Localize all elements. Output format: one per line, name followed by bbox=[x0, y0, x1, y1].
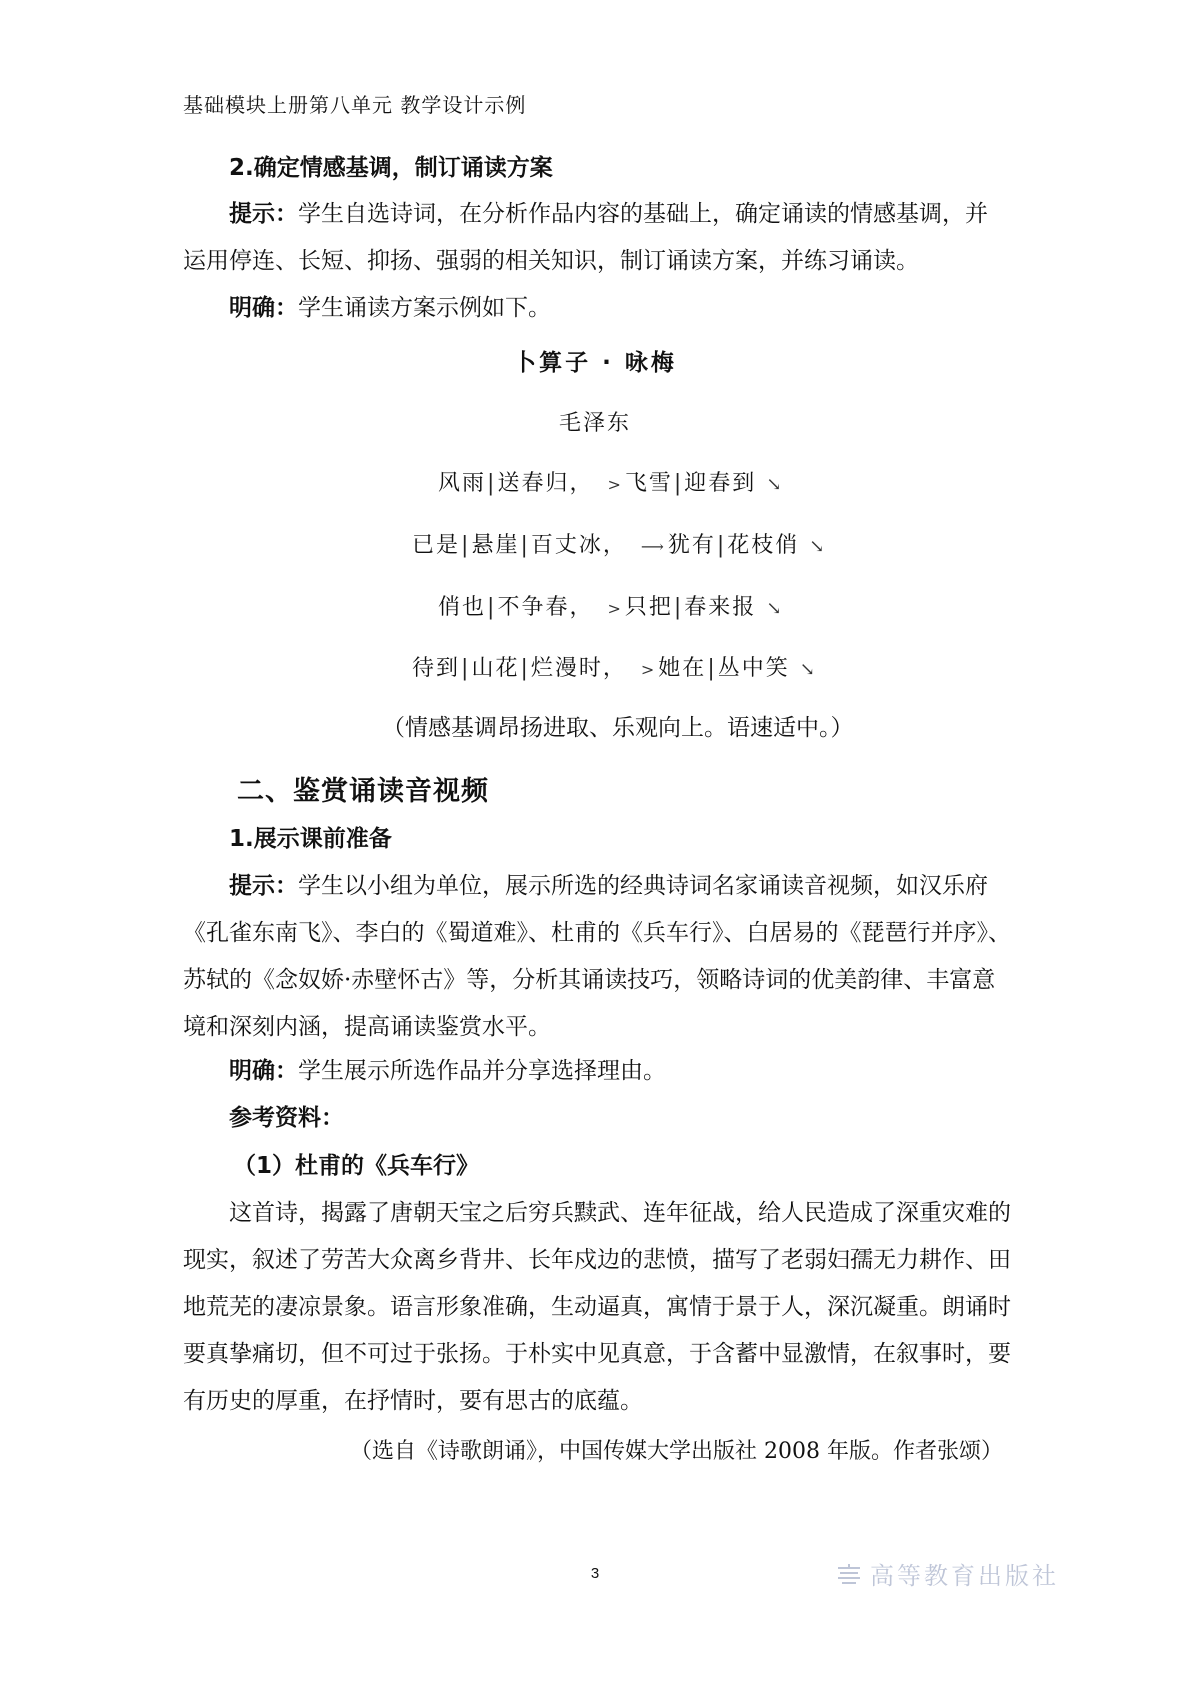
poem-line-1-d: 迎春到 bbox=[684, 471, 757, 496]
tip-text-line-2: 运用停连、长短、抑扬、强弱的相关知识，制订诵读方案，并练习诵读。 bbox=[183, 248, 919, 274]
poem-line-3-a: 俏也 bbox=[438, 595, 487, 620]
reference-label: 参考资料： bbox=[229, 1105, 344, 1131]
poem-line-1-c: 飞雪 bbox=[624, 471, 673, 496]
falling-arrow-icon: ↘ bbox=[766, 598, 784, 619]
poem-title: 卜算子 · 咏梅 bbox=[513, 350, 677, 376]
section-heading-er: 二、鉴赏诵读音视频 bbox=[237, 776, 489, 807]
pause-mark: | bbox=[487, 471, 497, 496]
poem-note: （情感基调昂扬进取、乐观向上。语速适中。） bbox=[382, 715, 854, 741]
section-heading-2: 2.确定情感基调，制订诵读方案 bbox=[229, 155, 553, 181]
poem-line-2-b2: 百丈冰， bbox=[530, 533, 627, 558]
clear-paragraph-2 bbox=[229, 1060, 1059, 1083]
tip-label-2: 提示： bbox=[229, 873, 298, 899]
rising-arrow-icon: > bbox=[607, 599, 623, 618]
publisher-logo bbox=[836, 1556, 1059, 1591]
pause-mark: | bbox=[520, 656, 530, 681]
publisher-logo-icon bbox=[836, 1562, 862, 1586]
poem-line-4-b2: 烂漫时， bbox=[530, 656, 627, 681]
poem-line-4 bbox=[412, 658, 1190, 680]
poem-line-2 bbox=[412, 535, 1190, 557]
tip-text-2: 学生以小组为单位，展示所选的经典诗词名家诵读音视频，如汉乐府《孔雀东南飞》、李白的《蜀道难》、杜甫的《兵车行》、白居易的《琵琶行并序》、苏轼的《念奴娇·赤壁怀古》等，分析其诵读技巧，领略诗词的优美韵律、丰富意境和深刻内涵，提高诵读鉴赏水平。 bbox=[183, 873, 1011, 1040]
poem-author: 毛泽东 bbox=[558, 411, 631, 436]
pause-mark: | bbox=[673, 471, 684, 496]
publisher-name: 高等教育出版社 bbox=[870, 1562, 1059, 1590]
reference-1-source: （选自《诗歌朗诵》，中国传媒大学出版社 2008 年版。作者张颂） bbox=[350, 1439, 1003, 1464]
clear-text: 学生诵读方案示例如下。 bbox=[298, 295, 551, 321]
sub-heading-1: 1.展示课前准备 bbox=[229, 826, 392, 852]
pause-mark: | bbox=[487, 595, 497, 620]
clear-text-2: 学生展示所选作品并分享选择理由。 bbox=[298, 1058, 666, 1084]
poem-line-4-b: 山花 bbox=[471, 656, 520, 681]
pause-mark: | bbox=[461, 533, 471, 558]
long-arrow-icon: ⟶ bbox=[640, 537, 666, 556]
falling-arrow-icon: ↘ bbox=[766, 474, 784, 495]
poem-line-1-a: 风雨 bbox=[438, 471, 487, 496]
running-header: 基础模块上册第八单元 教学设计示例 bbox=[183, 93, 527, 117]
tip-text-line-1: 学生自选诗词，在分析作品内容的基础上，确定诵读的情感基调，并 bbox=[298, 201, 988, 227]
rising-arrow-icon: > bbox=[640, 660, 657, 679]
tip-paragraph-line-1 bbox=[229, 203, 1059, 226]
clear-label: 明确： bbox=[229, 295, 298, 321]
poem-line-3 bbox=[438, 597, 1190, 619]
pause-mark: | bbox=[716, 533, 727, 558]
poem-line-2-a: 已是 bbox=[412, 533, 461, 558]
tip-label: 提示： bbox=[229, 201, 298, 227]
poem-line-4-c: 她在 bbox=[658, 656, 707, 681]
clear-label-2: 明确： bbox=[229, 1058, 298, 1084]
clear-paragraph bbox=[229, 297, 1059, 320]
poem-line-1-b: 送春归， bbox=[497, 471, 594, 496]
pause-mark: | bbox=[461, 656, 471, 681]
poem-line-2-b: 悬崖 bbox=[471, 533, 520, 558]
reference-1-title: （1）杜甫的《兵车行》 bbox=[233, 1153, 480, 1179]
tip-paragraph-2 bbox=[183, 863, 1013, 1051]
pause-mark: | bbox=[520, 533, 530, 558]
reference-1-text: 这首诗，揭露了唐朝天宝之后穷兵黩武、连年征战，给人民造成了深重灾难的现实，叙述了劳苦大众离乡背井、长年戍边的悲愤，描写了老弱妇孺无力耕作、田地荒芜的凄凉景象。语言形象准确，生动逼真，寓情于景于人，深沉凝重。朗诵时要真挚痛切，但不可过于张扬。于朴实中见真意，于含蓄中显激情，在叙事时，要有历史的厚重，在抒情时，要有思古的底蕴。 bbox=[183, 1200, 1011, 1414]
poem-line-4-a: 待到 bbox=[412, 656, 461, 681]
poem-line-1 bbox=[438, 473, 1190, 495]
pause-mark: | bbox=[673, 595, 684, 620]
poem-line-3-c: 只把 bbox=[624, 595, 673, 620]
pause-mark: | bbox=[707, 656, 717, 681]
rising-arrow-icon: > bbox=[607, 475, 623, 494]
poem-line-3-b: 不争春， bbox=[497, 595, 594, 620]
page-number: 3 bbox=[590, 1565, 600, 1582]
poem-line-2-c: 犹有 bbox=[667, 533, 716, 558]
poem-line-4-d: 丛中笑 bbox=[717, 656, 790, 681]
poem-line-2-d: 花枝俏 bbox=[727, 533, 800, 558]
falling-arrow-icon: ↘ bbox=[809, 536, 827, 557]
poem-line-3-d: 春来报 bbox=[684, 595, 757, 620]
falling-arrow-icon: ↘ bbox=[799, 659, 817, 680]
